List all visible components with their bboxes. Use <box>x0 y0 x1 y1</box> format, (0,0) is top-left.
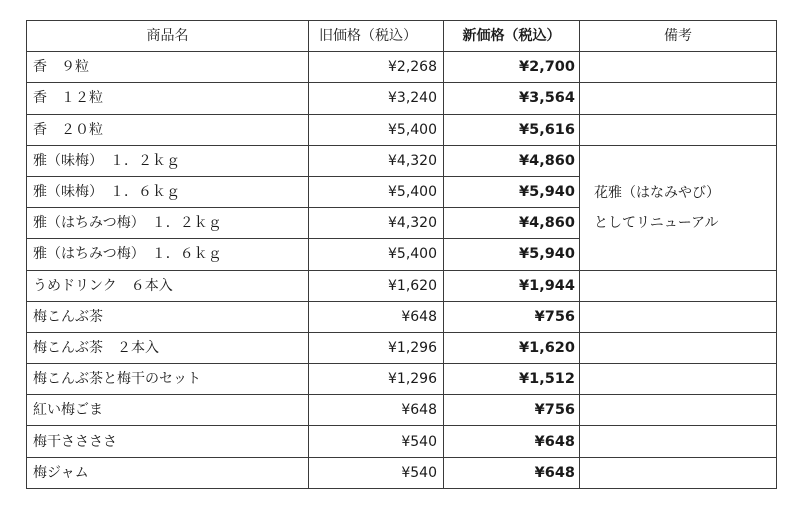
new-price-cell: ¥5,616 <box>444 114 580 145</box>
new-price-cell: ¥756 <box>444 395 580 426</box>
old-price-cell: ¥3,240 <box>309 83 444 114</box>
old-price-cell: ¥4,320 <box>309 208 444 239</box>
product-name-cell: 雅（はちみつ梅） １．６ｋｇ <box>27 239 309 270</box>
table-row <box>27 364 777 395</box>
old-price-cell: ¥2,268 <box>309 52 444 83</box>
old-price-cell: ¥1,296 <box>309 364 444 395</box>
new-price-cell: ¥1,620 <box>444 332 580 363</box>
old-price-cell: ¥540 <box>309 457 444 488</box>
table-body <box>27 52 777 489</box>
new-price-cell: ¥4,860 <box>444 208 580 239</box>
renewal-note-line-1: 花雅（はなみやび） <box>594 184 720 201</box>
old-price-cell: ¥5,400 <box>309 239 444 270</box>
old-price-cell: ¥5,400 <box>309 114 444 145</box>
header-product-name: 商品名 <box>27 21 309 52</box>
product-name-cell: 梅干ささささ <box>27 426 309 457</box>
table-row <box>27 301 777 332</box>
old-price-cell: ¥5,400 <box>309 176 444 207</box>
note-cell <box>580 114 777 145</box>
note-cell <box>580 426 777 457</box>
product-name-cell: 雅（はちみつ梅） １．２ｋｇ <box>27 208 309 239</box>
new-price-cell: ¥2,700 <box>444 52 580 83</box>
note-cell <box>580 364 777 395</box>
product-name-cell: 梅ジャム <box>27 457 309 488</box>
product-name-cell: 梅こんぶ茶 ２本入 <box>27 332 309 363</box>
new-price-cell: ¥1,944 <box>444 270 580 301</box>
table-row <box>27 52 777 83</box>
new-price-cell: ¥648 <box>444 426 580 457</box>
note-cell <box>580 52 777 83</box>
header-new-price: 新価格（税込） <box>444 21 580 52</box>
table-row <box>27 270 777 301</box>
product-name-cell: 香 １２粒 <box>27 83 309 114</box>
note-cell <box>580 395 777 426</box>
new-price-cell: ¥756 <box>444 301 580 332</box>
old-price-cell: ¥648 <box>309 301 444 332</box>
header-note: 備考 <box>580 21 777 52</box>
old-price-cell: ¥540 <box>309 426 444 457</box>
note-cell <box>580 83 777 114</box>
table-row <box>27 332 777 363</box>
old-price-cell: ¥4,320 <box>309 145 444 176</box>
old-price-cell: ¥1,620 <box>309 270 444 301</box>
new-price-cell: ¥5,940 <box>444 239 580 270</box>
new-price-cell: ¥3,564 <box>444 83 580 114</box>
new-price-cell: ¥1,512 <box>444 364 580 395</box>
table-row <box>27 114 777 145</box>
new-price-cell: ¥648 <box>444 457 580 488</box>
product-name-cell: うめドリンク ６本入 <box>27 270 309 301</box>
product-name-cell: 雅（味梅） １．６ｋｇ <box>27 176 309 207</box>
renewal-note-cell <box>580 145 777 270</box>
old-price-cell: ¥648 <box>309 395 444 426</box>
product-name-cell: 紅い梅ごま <box>27 395 309 426</box>
new-price-cell: ¥5,940 <box>444 176 580 207</box>
table-row <box>27 83 777 114</box>
table-row <box>27 395 777 426</box>
note-cell <box>580 301 777 332</box>
table-row <box>27 145 777 176</box>
note-cell <box>580 270 777 301</box>
note-cell <box>580 457 777 488</box>
product-name-cell: 香 ９粒 <box>27 52 309 83</box>
product-name-cell: 梅こんぶ茶と梅干のセット <box>27 364 309 395</box>
product-name-cell: 香 ２０粒 <box>27 114 309 145</box>
old-price-cell: ¥1,296 <box>309 332 444 363</box>
table-row <box>27 457 777 488</box>
renewal-note-line-2: としてリニューアル <box>594 214 719 231</box>
price-table <box>26 20 777 489</box>
table-row <box>27 426 777 457</box>
header-row <box>27 21 777 52</box>
new-price-cell: ¥4,860 <box>444 145 580 176</box>
header-old-price: 旧価格（税込） <box>309 21 444 52</box>
note-cell <box>580 332 777 363</box>
product-name-cell: 梅こんぶ茶 <box>27 301 309 332</box>
product-name-cell: 雅（味梅） １．２ｋｇ <box>27 145 309 176</box>
